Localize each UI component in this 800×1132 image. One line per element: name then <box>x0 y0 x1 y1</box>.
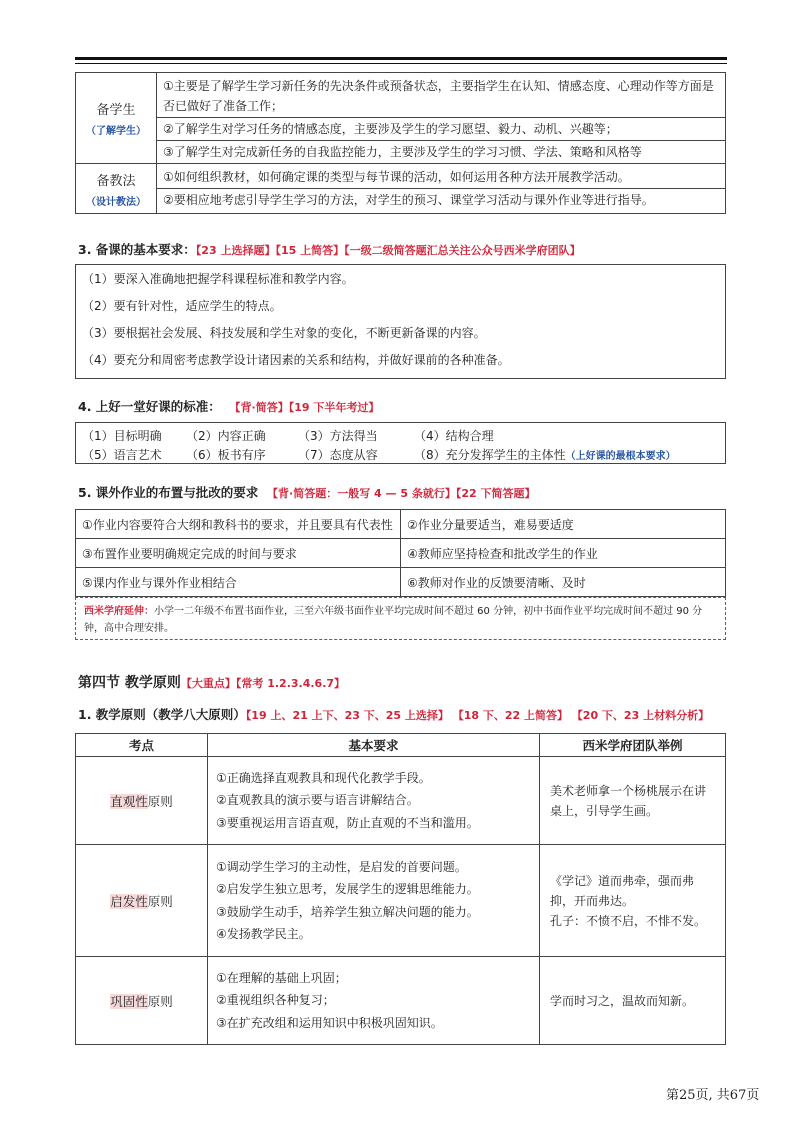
section-heading: 3. 备课的基本要求：【23 上选择题】【15 上简答】【一级二级简答题汇总关注公众号西米学府团队】 <box>78 242 581 257</box>
table-cell: ④教师应坚持检查和批改学生的作业 <box>401 539 726 568</box>
table-cell: ①作业内容要符合大纲和教科书的要求，并且要具有代表性 <box>76 510 401 539</box>
list-item: （7）态度从容 <box>298 448 378 462</box>
column-header: 考点 <box>76 734 208 757</box>
page-number: 第25页, 共67页 <box>666 1088 760 1103</box>
table-cell: ②要相应地考虑引导学生学习的方法，对学生的预习、课堂学习活动与课外作业等进行指导。 <box>157 189 726 214</box>
table-cell: ③了解学生对完成新任务的自我监控能力，主要涉及学生的学习习惯、学法、策略和风格等 <box>157 141 726 164</box>
homework-table <box>75 509 726 597</box>
principle-name: 巩固性原则 <box>76 957 208 1045</box>
good-lesson-standards <box>75 422 726 464</box>
table-row <box>76 189 726 214</box>
principle-requirements: ①正确选择直观教具和现代化教学手段。 ②直观教具的演示要与语言讲解结合。 ③要重视运用言语直观，防止直观的不当和滥用。 <box>208 757 540 845</box>
principle-name: 直观性原则 <box>76 757 208 845</box>
row-label: 备学生 （了解学生） <box>76 73 157 164</box>
section-heading: 4. 上好一堂好课的标准： 【背·简答】【19 下半年考过】 <box>78 399 380 414</box>
exam-tags: 【背·简答题：一般写 4 — 5 条就行】【22 下简答题】 <box>267 487 536 500</box>
principle-requirements: ①在理解的基础上巩固； ②重视组织各种复习； ③在扩充改组和运用知识中积极巩固知识。 <box>208 957 540 1045</box>
table-cell: ①如何组织教材，如何确定课的类型与每节课的活动，如何运用各种方法开展教学活动。 <box>157 164 726 189</box>
table-cell: ②了解学生对学习任务的情感态度，主要涉及学生的学习愿望、毅力、动机、兴趣等； <box>157 118 726 141</box>
list-item: （6）板书有序 <box>186 448 266 462</box>
list-item: （8）充分发挥学生的主体性（上好课的最根本要求） <box>414 448 676 462</box>
table-row <box>76 141 726 164</box>
row-label: 备教法 （设计教法） <box>76 164 157 214</box>
table-cell: ⑤课内作业与课外作业相结合 <box>76 568 401 597</box>
list-item: （1）目标明确 <box>82 429 162 443</box>
table-row <box>76 510 726 539</box>
list-item: （2）内容正确 <box>186 429 266 443</box>
list-item: （3）要根据社会发展、科技发展和学生对象的变化，不断更新备课的内容。 <box>82 326 486 340</box>
list-item: （1）要深入准确地把握学科课程标准和教学内容。 <box>82 272 354 286</box>
list-item: （2）要有针对性，适应学生的特点。 <box>82 299 282 313</box>
table-cell: ③布置作业要明确规定完成的时间与要求 <box>76 539 401 568</box>
section-heading: 5. 课外作业的布置与批改的要求 【背·简答题：一般写 4 — 5 条就行】【22 下简答题】 <box>78 485 536 500</box>
exam-tags: 【大重点】【常考 1.2.3.4.6.7】 <box>180 677 346 690</box>
table-cell: ①主要是了解学生学习新任务的先决条件或预备状态，主要指学生在认知、情感态度、心理动作等方面是否已做好了准备工作； <box>157 73 726 118</box>
exam-tags: 【23 上选择题】【15 上简答】【一级二级简答题汇总关注公众号西米学府团队】 <box>195 244 581 257</box>
table-row <box>76 118 726 141</box>
principle-example: 学而时习之，温故而知新。 <box>540 957 726 1045</box>
principle-example: 美术老师拿一个杨桃展示在讲桌上，引导学生画。 <box>540 757 726 845</box>
principles-table <box>75 733 726 1045</box>
principle-requirements: ①调动学生学习的主动性，是启发的首要问题。 ②启发学生独立思考，发展学生的逻辑思维能力。 ③鼓励学生动手，培养学生独立解决问题的能力。 ④发扬教学民主。 <box>208 845 540 957</box>
list-item: （4）要充分和周密考虑教学设计诸因素的关系和结构，并做好课前的各种准备。 <box>82 353 510 367</box>
section-heading: 1. 教学原则（教学八大原则）【19 上、21 上下、23 下、25 上选择】 【18 下、22 上简答】 【20 下、23 上材料分析】 <box>78 707 710 722</box>
extension-note: 西米学府延伸：小学一二年级不布置书面作业，三至六年级书面作业平均完成时间不超过 60 分钟，初中书面作业平均完成时间不超过 90 分钟，高中合理安排。 <box>75 597 726 640</box>
exam-tags: 【背·简答】【19 下半年考过】 <box>229 401 380 414</box>
table-row <box>76 957 726 1045</box>
column-header: 基本要求 <box>208 734 540 757</box>
list-item: （3）方法得当 <box>298 429 378 443</box>
principle-name: 启发性原则 <box>76 845 208 957</box>
requirements-box <box>75 264 726 379</box>
note: （上好课的最根本要求） <box>565 451 676 462</box>
principle-example: 《学记》道而弗牵，强而弗抑，开而弗达。 孔子：不愤不启，不悱不发。 <box>540 845 726 957</box>
column-header: 西米学府团队举例 <box>540 734 726 757</box>
table-cell: ⑥教师对作业的反馈要清晰、及时 <box>401 568 726 597</box>
exam-tags: 【19 上、21 上下、23 下、25 上选择】 【18 下、22 上简答】 【20 下、23 上材料分析】 <box>245 709 710 722</box>
table-row <box>76 73 726 118</box>
table-row <box>76 757 726 845</box>
list-item: （5）语言艺术 <box>82 448 162 462</box>
header-rule-thick <box>75 57 727 60</box>
table-row <box>76 845 726 957</box>
table-row <box>76 568 726 597</box>
list-item: （4）结构合理 <box>414 429 494 443</box>
table-row <box>76 539 726 568</box>
chapter-section-title: 第四节 教学原则【大重点】【常考 1.2.3.4.6.7】 <box>78 675 346 691</box>
table-header-row <box>76 734 726 757</box>
table-row <box>76 164 726 189</box>
header-rule-thin <box>75 63 727 64</box>
table-cell: ②作业分量要适当，难易要适度 <box>401 510 726 539</box>
prep-table <box>75 72 726 214</box>
